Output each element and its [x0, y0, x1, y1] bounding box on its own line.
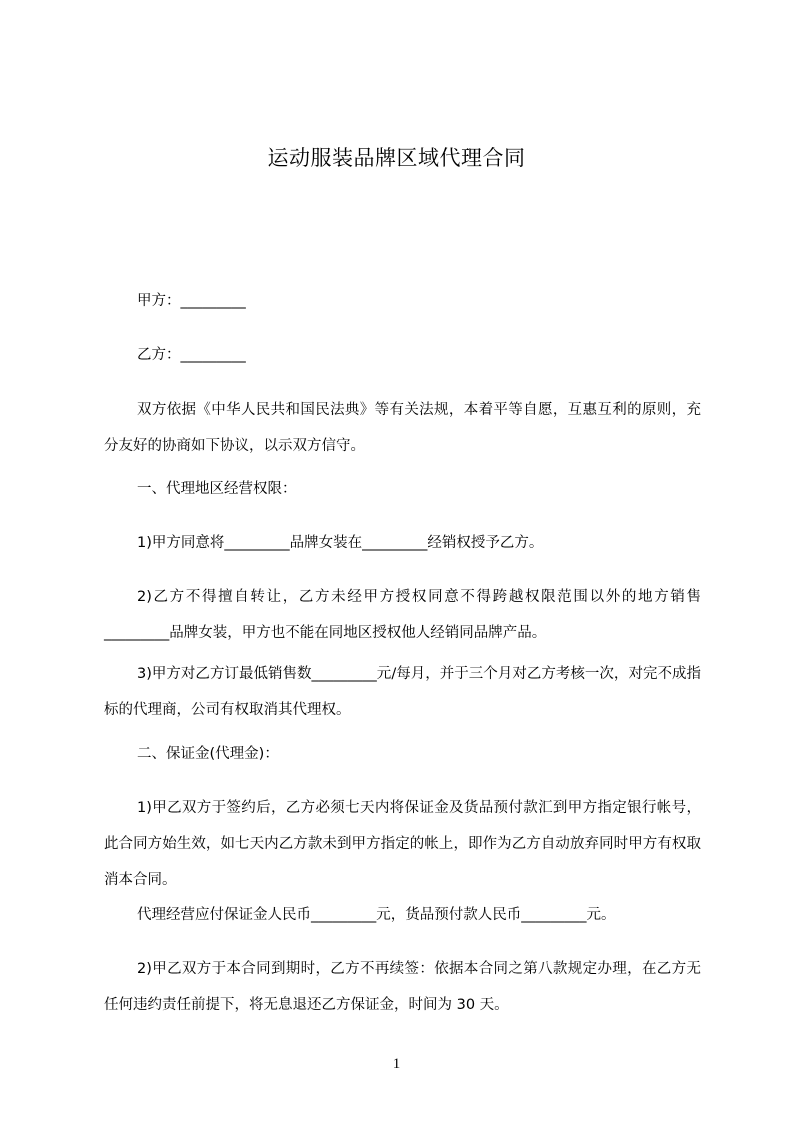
clause-1-3: 3)甲方对乙方订最低销售数_________元/每月，并于三个月对乙方考核一次，对完不成指标的代理商，公司有权取消其代理权。 [104, 666, 701, 718]
clause-2-1: 1)甲乙双方于签约后，乙方必须七天内将保证金及货品预付款汇到甲方指定银行帐号，此合同方始生效，如七天内乙方款未到甲方指定的帐上，即作为乙方自动放弃同时甲方有权取消本合同。 [104, 800, 701, 888]
clause-2-amount: 代理经营应付保证金人民币_________元，货品预付款人民币_________元。 [137, 907, 616, 923]
clause-1-1: 1)甲方同意将_________品牌女装在_________经销权授予乙方。 [137, 535, 544, 551]
party-b-line: 乙方：_________ [137, 347, 246, 363]
party-a-line: 甲方：_________ [137, 293, 246, 309]
page-number: 1 [392, 1056, 401, 1072]
document-title: 运动服装品牌区域代理合同 [267, 146, 526, 170]
section-1-heading: 一、代理地区经营权限： [137, 481, 297, 497]
section-2-heading: 二、保证金(代理金)： [137, 746, 279, 762]
intro-paragraph: 双方依据《中华人民共和国民法典》等有关法规，本着平等自愿，互惠互利的原则，充分友好的协商如下协议，以示双方信守。 [104, 402, 701, 454]
clause-2-2: 2)甲乙双方于本合同到期时，乙方不再续签：依据本合同之第八款规定办理，在乙方无任何违约责任前提下，将无息退还乙方保证金，时间为 30 天。 [104, 961, 701, 1013]
clause-1-2: 2)乙方不得擅自转让，乙方未经甲方授权同意不得跨越权限范围以外的地方销售_________品牌女装，甲方也不能在同地区授权他人经销同品牌产品。 [104, 589, 701, 641]
